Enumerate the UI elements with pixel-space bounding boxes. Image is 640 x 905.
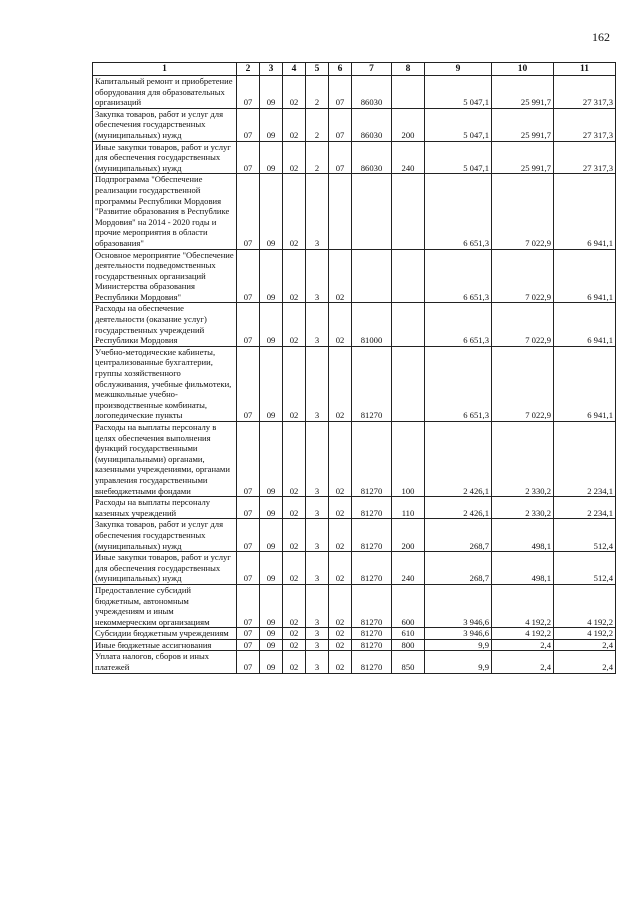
code-cell: 81270 bbox=[352, 497, 392, 519]
code-cell bbox=[392, 76, 425, 109]
code-cell: 3 bbox=[306, 497, 329, 519]
row-name-cell: Капитальный ремонт и приобретение оборудования для образовательных организаций bbox=[93, 76, 237, 109]
row-name-cell: Иные бюджетные ассигнования bbox=[93, 639, 237, 651]
code-cell: 02 bbox=[283, 141, 306, 174]
code-cell: 81270 bbox=[352, 422, 392, 497]
column-header: 11 bbox=[554, 63, 616, 76]
code-cell: 02 bbox=[283, 108, 306, 141]
code-cell: 09 bbox=[260, 141, 283, 174]
amount-cell: 512,4 bbox=[554, 552, 616, 585]
code-cell: 09 bbox=[260, 76, 283, 109]
row-name-cell: Закупка товаров, работ и услуг для обеспечения государственных (муниципальных) нужд bbox=[93, 108, 237, 141]
code-cell: 240 bbox=[392, 141, 425, 174]
amount-cell: 5 047,1 bbox=[425, 108, 492, 141]
code-cell: 07 bbox=[237, 584, 260, 627]
code-cell: 02 bbox=[283, 249, 306, 303]
row-name-cell: Расходы на выплаты персоналу в целях обеспечения выполнения функций государственными (муниципальными) органами, казенными учреждениями, органами управления государственными внебюджетными фондами bbox=[93, 422, 237, 497]
amount-cell: 7 022,9 bbox=[492, 346, 554, 421]
amount-cell: 2 426,1 bbox=[425, 497, 492, 519]
code-cell bbox=[352, 174, 392, 249]
row-name-cell: Иные закупки товаров, работ и услуг для обеспечения государственных (муниципальных) нужд bbox=[93, 141, 237, 174]
code-cell: 3 bbox=[306, 174, 329, 249]
code-cell: 3 bbox=[306, 651, 329, 673]
table-row bbox=[93, 651, 616, 673]
code-cell: 02 bbox=[283, 651, 306, 673]
code-cell: 610 bbox=[392, 628, 425, 640]
amount-cell: 6 651,3 bbox=[425, 346, 492, 421]
code-cell: 09 bbox=[260, 584, 283, 627]
column-header: 6 bbox=[329, 63, 352, 76]
code-cell: 07 bbox=[237, 108, 260, 141]
row-name-cell: Учебно-методические кабинеты, централизованные бухгалтерии, группы хозяйственного обслуживания, учебные фильмотеки, межшкольные учебно-производственные комбинаты, логопедические пункты bbox=[93, 346, 237, 421]
column-header: 8 bbox=[392, 63, 425, 76]
code-cell: 3 bbox=[306, 639, 329, 651]
amount-cell: 27 317,3 bbox=[554, 141, 616, 174]
code-cell: 02 bbox=[329, 422, 352, 497]
amount-cell: 2,4 bbox=[492, 651, 554, 673]
code-cell: 07 bbox=[237, 303, 260, 346]
amount-cell: 6 941,1 bbox=[554, 303, 616, 346]
code-cell: 81270 bbox=[352, 552, 392, 585]
code-cell: 02 bbox=[329, 628, 352, 640]
code-cell: 09 bbox=[260, 552, 283, 585]
code-cell: 2 bbox=[306, 141, 329, 174]
row-name-cell: Расходы на обеспечение деятельности (оказание услуг) государственных учреждений Республики Мордовия bbox=[93, 303, 237, 346]
column-header: 1 bbox=[93, 63, 237, 76]
row-name-cell: Предоставление субсидий бюджетным, автономным учреждениям и иным некоммерческим организациям bbox=[93, 584, 237, 627]
code-cell: 240 bbox=[392, 552, 425, 585]
table-row bbox=[93, 174, 616, 249]
code-cell: 3 bbox=[306, 584, 329, 627]
code-cell: 2 bbox=[306, 108, 329, 141]
code-cell: 07 bbox=[237, 639, 260, 651]
code-cell: 02 bbox=[329, 552, 352, 585]
code-cell: 02 bbox=[329, 651, 352, 673]
code-cell: 02 bbox=[329, 249, 352, 303]
column-header: 2 bbox=[237, 63, 260, 76]
amount-cell: 4 192,2 bbox=[492, 584, 554, 627]
amount-cell: 5 047,1 bbox=[425, 141, 492, 174]
page-number: 162 bbox=[592, 30, 610, 44]
table-row bbox=[93, 552, 616, 585]
amount-cell: 6 651,3 bbox=[425, 249, 492, 303]
amount-cell: 4 192,2 bbox=[554, 584, 616, 627]
row-name-cell: Закупка товаров, работ и услуг для обеспечения государственных (муниципальных) нужд bbox=[93, 519, 237, 552]
code-cell: 02 bbox=[329, 519, 352, 552]
code-cell: 07 bbox=[237, 422, 260, 497]
amount-cell: 2,4 bbox=[554, 639, 616, 651]
code-cell: 09 bbox=[260, 108, 283, 141]
table-row bbox=[93, 628, 616, 640]
code-cell: 81270 bbox=[352, 639, 392, 651]
code-cell: 07 bbox=[237, 346, 260, 421]
column-header: 9 bbox=[425, 63, 492, 76]
code-cell bbox=[329, 174, 352, 249]
row-name-cell: Основное мероприятие "Обеспечение деятельности подведомственных государственных организаций Министерства образования Республики Мордовия" bbox=[93, 249, 237, 303]
amount-cell: 3 946,6 bbox=[425, 628, 492, 640]
code-cell: 02 bbox=[283, 346, 306, 421]
amount-cell: 268,7 bbox=[425, 519, 492, 552]
amount-cell: 4 192,2 bbox=[492, 628, 554, 640]
code-cell: 07 bbox=[329, 108, 352, 141]
code-cell: 3 bbox=[306, 249, 329, 303]
code-cell: 02 bbox=[329, 346, 352, 421]
code-cell: 800 bbox=[392, 639, 425, 651]
code-cell: 86030 bbox=[352, 141, 392, 174]
amount-cell: 6 651,3 bbox=[425, 174, 492, 249]
code-cell: 02 bbox=[283, 174, 306, 249]
table-body bbox=[93, 76, 616, 674]
row-name-cell: Подпрограмма "Обеспечение реализации государственной программы Республики Мордовия "Развитие образования в Республике Мордовия" на 2014 - 2020 годы и прочие мероприятия в области образования" bbox=[93, 174, 237, 249]
table-row bbox=[93, 346, 616, 421]
code-cell: 200 bbox=[392, 519, 425, 552]
code-cell: 09 bbox=[260, 249, 283, 303]
code-cell: 02 bbox=[283, 422, 306, 497]
code-cell bbox=[392, 174, 425, 249]
table-row bbox=[93, 141, 616, 174]
table-header bbox=[93, 63, 616, 76]
amount-cell: 6 941,1 bbox=[554, 346, 616, 421]
code-cell: 02 bbox=[283, 76, 306, 109]
code-cell: 200 bbox=[392, 108, 425, 141]
header-row bbox=[93, 63, 616, 76]
code-cell: 81270 bbox=[352, 346, 392, 421]
code-cell bbox=[392, 303, 425, 346]
code-cell: 02 bbox=[329, 584, 352, 627]
code-cell: 02 bbox=[283, 628, 306, 640]
code-cell: 09 bbox=[260, 346, 283, 421]
amount-cell: 6 651,3 bbox=[425, 303, 492, 346]
code-cell: 07 bbox=[237, 497, 260, 519]
amount-cell: 7 022,9 bbox=[492, 249, 554, 303]
code-cell: 850 bbox=[392, 651, 425, 673]
column-header: 7 bbox=[352, 63, 392, 76]
code-cell: 02 bbox=[283, 639, 306, 651]
column-header: 10 bbox=[492, 63, 554, 76]
amount-cell: 498,1 bbox=[492, 552, 554, 585]
column-header: 4 bbox=[283, 63, 306, 76]
code-cell: 02 bbox=[329, 303, 352, 346]
code-cell: 02 bbox=[283, 497, 306, 519]
row-name-cell: Иные закупки товаров, работ и услуг для обеспечения государственных (муниципальных) нужд bbox=[93, 552, 237, 585]
code-cell: 07 bbox=[329, 141, 352, 174]
table-row bbox=[93, 76, 616, 109]
table-row bbox=[93, 497, 616, 519]
row-name-cell: Субсидии бюджетным учреждениям bbox=[93, 628, 237, 640]
code-cell: 09 bbox=[260, 303, 283, 346]
code-cell: 07 bbox=[237, 249, 260, 303]
code-cell: 09 bbox=[260, 422, 283, 497]
code-cell: 3 bbox=[306, 346, 329, 421]
code-cell: 2 bbox=[306, 76, 329, 109]
table-row bbox=[93, 519, 616, 552]
amount-cell: 2 234,1 bbox=[554, 422, 616, 497]
code-cell: 3 bbox=[306, 303, 329, 346]
code-cell: 81270 bbox=[352, 584, 392, 627]
code-cell: 07 bbox=[237, 519, 260, 552]
code-cell: 02 bbox=[329, 497, 352, 519]
amount-cell: 512,4 bbox=[554, 519, 616, 552]
column-header: 5 bbox=[306, 63, 329, 76]
table-row bbox=[93, 639, 616, 651]
code-cell: 07 bbox=[237, 141, 260, 174]
amount-cell: 2 330,2 bbox=[492, 422, 554, 497]
amount-cell: 27 317,3 bbox=[554, 76, 616, 109]
code-cell: 81000 bbox=[352, 303, 392, 346]
code-cell: 07 bbox=[237, 651, 260, 673]
table-row bbox=[93, 249, 616, 303]
amount-cell: 3 946,6 bbox=[425, 584, 492, 627]
table-row bbox=[93, 108, 616, 141]
code-cell: 02 bbox=[283, 519, 306, 552]
amount-cell: 268,7 bbox=[425, 552, 492, 585]
code-cell: 02 bbox=[283, 584, 306, 627]
code-cell: 09 bbox=[260, 628, 283, 640]
code-cell: 07 bbox=[237, 76, 260, 109]
amount-cell: 9,9 bbox=[425, 651, 492, 673]
code-cell: 86030 bbox=[352, 76, 392, 109]
amount-cell: 2 330,2 bbox=[492, 497, 554, 519]
amount-cell: 498,1 bbox=[492, 519, 554, 552]
code-cell bbox=[392, 249, 425, 303]
code-cell: 110 bbox=[392, 497, 425, 519]
column-header: 3 bbox=[260, 63, 283, 76]
amount-cell: 25 991,7 bbox=[492, 141, 554, 174]
code-cell: 3 bbox=[306, 519, 329, 552]
code-cell bbox=[392, 346, 425, 421]
amount-cell: 7 022,9 bbox=[492, 303, 554, 346]
amount-cell: 25 991,7 bbox=[492, 76, 554, 109]
amount-cell: 7 022,9 bbox=[492, 174, 554, 249]
code-cell: 07 bbox=[329, 76, 352, 109]
code-cell: 02 bbox=[283, 303, 306, 346]
code-cell: 07 bbox=[237, 174, 260, 249]
code-cell: 02 bbox=[283, 552, 306, 585]
code-cell: 09 bbox=[260, 519, 283, 552]
code-cell: 100 bbox=[392, 422, 425, 497]
amount-cell: 6 941,1 bbox=[554, 174, 616, 249]
code-cell: 81270 bbox=[352, 651, 392, 673]
code-cell: 09 bbox=[260, 497, 283, 519]
amount-cell: 2,4 bbox=[492, 639, 554, 651]
code-cell: 81270 bbox=[352, 628, 392, 640]
amount-cell: 5 047,1 bbox=[425, 76, 492, 109]
amount-cell: 27 317,3 bbox=[554, 108, 616, 141]
row-name-cell: Уплата налогов, сборов и иных платежей bbox=[93, 651, 237, 673]
code-cell: 09 bbox=[260, 174, 283, 249]
code-cell: 86030 bbox=[352, 108, 392, 141]
amount-cell: 25 991,7 bbox=[492, 108, 554, 141]
amount-cell: 9,9 bbox=[425, 639, 492, 651]
amount-cell: 2 234,1 bbox=[554, 497, 616, 519]
code-cell: 81270 bbox=[352, 519, 392, 552]
code-cell: 07 bbox=[237, 628, 260, 640]
code-cell: 3 bbox=[306, 552, 329, 585]
code-cell bbox=[352, 249, 392, 303]
amount-cell: 4 192,2 bbox=[554, 628, 616, 640]
table-row bbox=[93, 303, 616, 346]
code-cell: 09 bbox=[260, 639, 283, 651]
amount-cell: 6 941,1 bbox=[554, 249, 616, 303]
amount-cell: 2 426,1 bbox=[425, 422, 492, 497]
code-cell: 07 bbox=[237, 552, 260, 585]
row-name-cell: Расходы на выплаты персоналу казенных учреждений bbox=[93, 497, 237, 519]
table-row bbox=[93, 422, 616, 497]
code-cell: 02 bbox=[329, 639, 352, 651]
table-row bbox=[93, 584, 616, 627]
code-cell: 600 bbox=[392, 584, 425, 627]
code-cell: 09 bbox=[260, 651, 283, 673]
budget-table bbox=[92, 62, 616, 674]
code-cell: 3 bbox=[306, 628, 329, 640]
amount-cell: 2,4 bbox=[554, 651, 616, 673]
code-cell: 3 bbox=[306, 422, 329, 497]
